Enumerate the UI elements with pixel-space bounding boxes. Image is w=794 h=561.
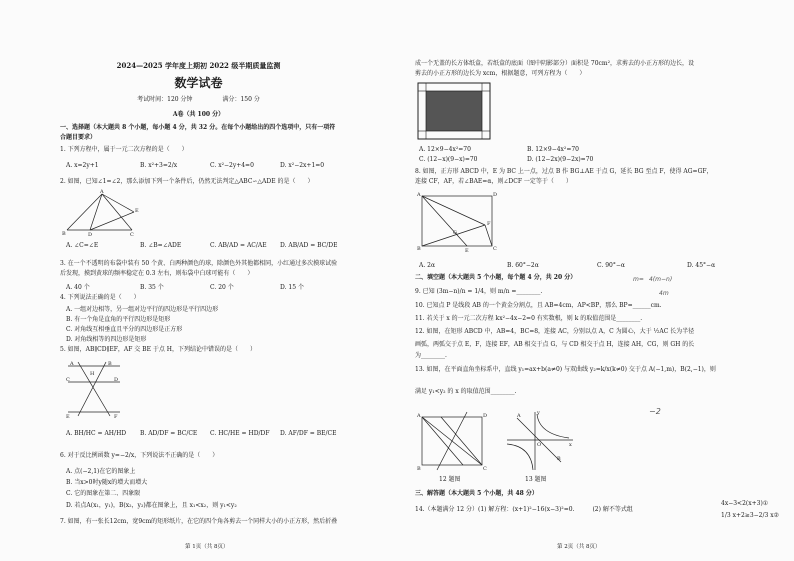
- q1-stem: 1. 下列方程中，属于一元二次方程的是（ ）: [60, 146, 188, 153]
- q1-option-c: C. x²−2y+4=0: [210, 162, 254, 169]
- part1-title-cont: 合题目要求）: [60, 134, 97, 141]
- q5-stem: 5. 如图，AB∥CD∥EF，AF 交 BE 于点 H，下列结论中错误的是（ ）: [60, 346, 257, 353]
- q14-system-2: 1/3 x+2≥3−2/3 x②: [721, 512, 779, 519]
- part3-title: 三、解答题（本大题共 5 个小题，共 48 分）: [415, 490, 538, 497]
- q1-option-a: A. x=2y+1: [66, 162, 99, 169]
- q5-option-c: C. HC/HE = HD/DF: [210, 430, 270, 437]
- q3-option-d: D. 15 个: [280, 284, 304, 291]
- q8-option-a: A. 2α: [419, 262, 436, 269]
- q14-stem: 14.（本题满分 12 分）(1) 解方程：(x+1)²−16(x−3)²=0. (2) 解不等式组: [415, 506, 633, 513]
- q4-stem: 4. 下列说法正确的是（ ）: [60, 294, 140, 301]
- q4-option-a: A. 一组对边相等，另一组对边平行的四边形是平行四边形: [66, 306, 219, 313]
- svg-text:D: D: [114, 377, 119, 383]
- q7-figure: [417, 82, 491, 140]
- q12-caption: 12 题图: [439, 476, 461, 483]
- q7-stem: 7. 如图，有一张长12cm，宽9cm的矩形纸片，在它的四个角各剪去一个同样大小的小正方形，然后折叠: [60, 518, 338, 525]
- svg-text:A: A: [517, 413, 521, 419]
- q9-stem: 9. 已知 (3m−n)/n = 1/4，则 m/n =________.: [415, 288, 543, 295]
- svg-text:B: B: [417, 466, 421, 472]
- q8-option-d: D. 45°−α: [687, 262, 716, 269]
- q11-stem: 11. 若关于 x 的一元二次方程 kx²−4x−2=0 有实数根，则 k 的取值范围是________.: [415, 315, 643, 322]
- q8-figure: [417, 192, 498, 254]
- q4-option-b: B. 有一个角是直角的平行四边形是矩形: [66, 316, 171, 323]
- q6-option-d: D. 若点A(x₁，y₁)，B(x₂，y₂)都在图象上，且 x₁<x₂，则 y₁<y₂: [66, 502, 237, 509]
- q5-figure: [64, 358, 124, 420]
- svg-text:E: E: [465, 248, 469, 254]
- q13-stem: 13. 如图，在平面直角坐标系中，直线 y₁=ax+b(a≠0) 与双曲线 y₂=k/x(k≠0) 交于点 A(−1,m)，B(2,−1)，则: [415, 366, 716, 373]
- svg-text:E: E: [66, 414, 70, 420]
- q4-option-c: C. 对角线互相垂直且平分的四边形是正方形: [66, 326, 183, 333]
- q14-system-1: 4x−3<2(x+3)①: [721, 500, 769, 507]
- svg-text:A: A: [417, 413, 421, 419]
- part1-title: 一、选择题（本大题共 8 个小题，每小题 4 分，共 32 分。在每个小题给出的四个选项中，只有一项符: [60, 124, 336, 131]
- section-a: A卷（共 100 分）: [172, 111, 225, 118]
- svg-text:D: D: [88, 232, 93, 238]
- q6-stem: 6. 对于反比例函数 y=−2/x，下列说法不正确的是（ ）: [60, 452, 219, 459]
- hand-note-2: 4(m−n): [649, 276, 673, 283]
- q2-stem: 2. 如图，已知∠1=∠2，那么添加下列一个条件后，仍然无法判定△ABC∽△ADE 的是（ ）: [60, 178, 314, 185]
- time-score: 考试时间：120 分钟 满分：150 分: [137, 96, 260, 103]
- q4-option-d: D. 对角线相等的四边形是矩形: [66, 336, 147, 343]
- svg-text:y: y: [537, 410, 540, 416]
- q3-stem: 3. 在一个不透明的布袋中装有 50 个黄、白两种颜色的球，除颜色外其他都相同，小红通过多次摸球试验: [60, 260, 338, 267]
- q3-option-c: C. 20 个: [210, 284, 234, 291]
- q7-option-a: A. 12×9−4x²=70: [419, 146, 471, 153]
- svg-text:O: O: [537, 442, 542, 448]
- q8-option-b: B. 60°−2α: [507, 262, 539, 269]
- svg-text:H: H: [90, 371, 95, 377]
- part2-title: 二、填空题（本大题共 5 个小题，每个题 4 分，共 20 分）: [415, 274, 577, 281]
- q3-option-b: B. 35 个: [140, 284, 164, 291]
- svg-text:F: F: [114, 414, 118, 420]
- q3-option-a: A. 40 个: [66, 284, 90, 291]
- page-right: [397, 0, 794, 561]
- svg-text:B: B: [108, 361, 112, 367]
- q12-figure: [417, 412, 487, 474]
- svg-text:C: C: [483, 466, 487, 472]
- hand-note-4: −2: [649, 407, 661, 416]
- svg-text:B: B: [62, 231, 66, 237]
- q7-option-c: C. (12−x)(9−x)=70: [419, 156, 478, 163]
- hand-note-1: m=: [633, 276, 644, 283]
- q6-option-b: B. 当x>0时y随x的增大而增大: [66, 479, 148, 486]
- q2-option-a: A. ∠C=∠E: [66, 242, 99, 249]
- page-footer-left: 第 1页（共 8页）: [185, 544, 229, 550]
- q12-stem-cont2: 为________.: [415, 352, 447, 359]
- svg-text:B: B: [557, 456, 561, 462]
- q5-option-b: B. AD/DF = BC/CE: [140, 430, 198, 437]
- subject-title: 数学试卷: [174, 76, 223, 90]
- svg-text:A: A: [417, 192, 421, 198]
- q12-stem-cont: 画弧，两弧交于点 E，F，连接 EF，AB 相交于点 G，与 CD 相交于点 H，连接 AH，CG，则 GH 的长: [415, 341, 695, 348]
- q5-option-d: D. AF/DF = BE/CE: [280, 430, 337, 437]
- q10-stem: 10. 已知点 P 是线段 AB 的一个黄金分割点，且 AB=4cm，AP<BP，那么 BP=______cm.: [415, 302, 662, 309]
- hand-note-3: 4m: [659, 290, 669, 297]
- q7-option-b: B. 12×9−4x²=70: [527, 146, 579, 153]
- svg-text:A: A: [70, 361, 74, 367]
- q2-figure: [62, 189, 142, 238]
- q8-stem: 8. 如图，正方形 ABCD 中，E 为 BC 上一点，过点 B 作 BG⊥AE 于点 G，延长 BG 至点 F，使得 AG=GF，: [415, 168, 713, 175]
- svg-text:D: D: [493, 192, 498, 198]
- q6-option-c: C. 它的图象在第二、四象限: [66, 490, 141, 497]
- svg-text:F: F: [487, 221, 491, 227]
- q7-stem-cont: 成一个无盖的长方体纸盒，若纸盒的底面（图中阴影部分）面积是 70cm²，求剪去的小正方形的边长，设: [415, 60, 694, 67]
- q13-caption: 13 题图: [525, 476, 547, 483]
- svg-text:x: x: [569, 442, 572, 448]
- q8-stem-cont: 连接 CF，AF，若∠BAE=α，则∠DCF 一定等于（ ）: [415, 178, 572, 185]
- svg-text:C: C: [493, 246, 497, 252]
- exam-title: 2024—2025 学年度上期初 2022 级半期质量监测: [116, 61, 281, 70]
- q1-option-d: D. x²−2x+1=0: [280, 162, 325, 169]
- svg-text:B: B: [417, 246, 421, 252]
- page-footer-right: 第 2页（共 8页）: [557, 544, 601, 550]
- q13-stem-cont: 满足 y₁<y₂ 的 x 的取值范围________.: [415, 388, 517, 395]
- svg-text:A: A: [100, 189, 104, 195]
- q2-option-c: C. AB/AD = AC/AE: [210, 242, 267, 249]
- svg-text:C: C: [130, 232, 134, 238]
- q7-option-d: D. (12−2x)(9−2x)=70: [527, 156, 594, 163]
- svg-text:G: G: [453, 230, 457, 236]
- q7-stem-cont2: 剪去的小正方形的边长为 xcm，根据题意，可列方程为（ ）: [415, 70, 586, 77]
- q3-stem-cont: 后发现，摸到黄球的频率稳定在 0.3 左右，则布袋中白球可能有（ ）: [60, 270, 254, 277]
- q6-option-a: A. 点(−2,1)在它的图象上: [66, 468, 136, 475]
- q13-figure: [505, 410, 575, 472]
- q2-option-b: B. ∠B=∠ADE: [140, 242, 182, 249]
- q5-option-a: A. BH/HC = AH/HD: [66, 430, 127, 437]
- q12-stem: 12. 如图，在矩形 ABCD 中，AB=4，BC=8，连接 AC，分别以点 A，C 为圆心，大于 ½AC 长为半径: [415, 328, 695, 335]
- svg-text:C: C: [66, 377, 70, 383]
- svg-text:D: D: [483, 413, 488, 419]
- q2-option-d: D. AB/AD = BC/DE: [280, 242, 338, 249]
- svg-text:E: E: [135, 208, 139, 214]
- q8-option-c: C. 90°−α: [597, 262, 625, 269]
- q1-option-b: B. x²+3=2/x: [140, 162, 178, 169]
